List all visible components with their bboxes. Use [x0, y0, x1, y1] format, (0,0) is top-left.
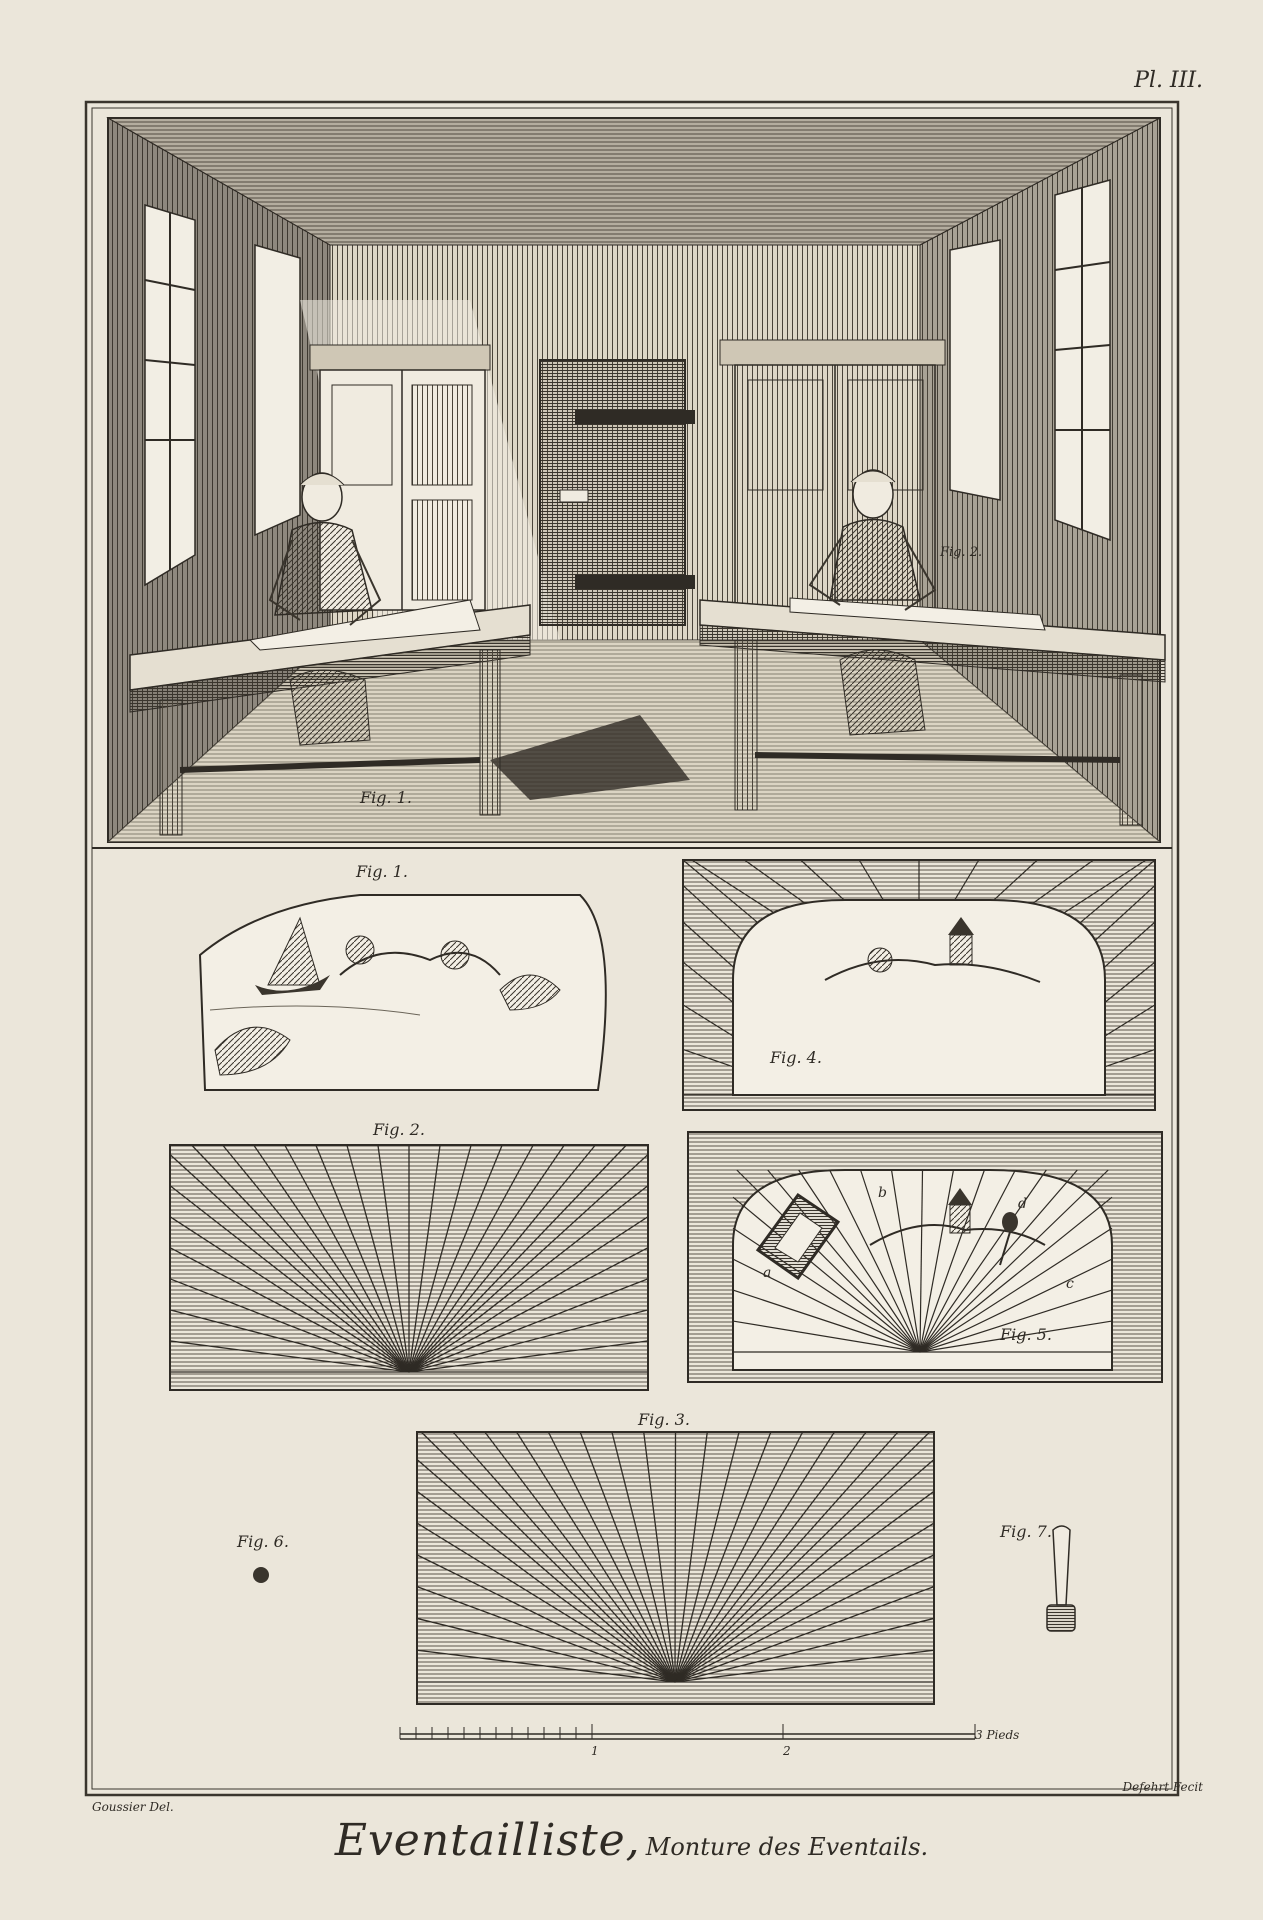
fig-5-letter-a: a — [763, 1265, 772, 1281]
vignette-fig-2-label: Fig. 2. — [940, 545, 983, 560]
fig4-frame — [683, 860, 1155, 1110]
scale-mark-2: 2 — [783, 1744, 791, 1758]
fig-4-label: Fig. 4. — [770, 1048, 822, 1067]
fig-5-letter-b: b — [878, 1185, 887, 1201]
vignette-fig-1-label: Fig. 1. — [360, 788, 412, 807]
engraver-credit: Defehrt Fecit — [1122, 1780, 1203, 1794]
fig7-handle — [1047, 1526, 1075, 1631]
plate-subtitle: Monture des Eventails. — [645, 1833, 929, 1861]
plate-title-block — [0, 1815, 1263, 1866]
scale-mark-1: 1 — [591, 1744, 599, 1758]
fig5-frame — [688, 1132, 1162, 1382]
scale-mark-3: 3 Pieds — [975, 1728, 1020, 1742]
plate-title: Eventailliste, — [334, 1815, 641, 1866]
fig-2-label: Fig. 2. — [373, 1120, 425, 1139]
fig-1-label: Fig. 1. — [356, 862, 408, 881]
fig6-disk — [253, 1567, 269, 1583]
fig-3-label: Fig. 3. — [638, 1410, 690, 1429]
fig-5-letter-c: c — [1066, 1276, 1074, 1292]
fig-7-label: Fig. 7. — [1000, 1522, 1052, 1541]
fig-5-label: Fig. 5. — [1000, 1325, 1052, 1344]
fig-6-label: Fig. 6. — [237, 1532, 289, 1551]
scale-bar — [400, 1724, 975, 1739]
plate-number: Pl. III. — [1134, 68, 1203, 93]
fig-5-letter-d: d — [1018, 1196, 1027, 1212]
fig3-ray-board — [417, 1432, 934, 1704]
workshop-vignette — [108, 118, 1165, 842]
fig2-ray-board — [170, 1145, 648, 1390]
fig1-fan-leaf — [200, 895, 606, 1090]
draftsman-credit: Goussier Del. — [92, 1800, 174, 1814]
